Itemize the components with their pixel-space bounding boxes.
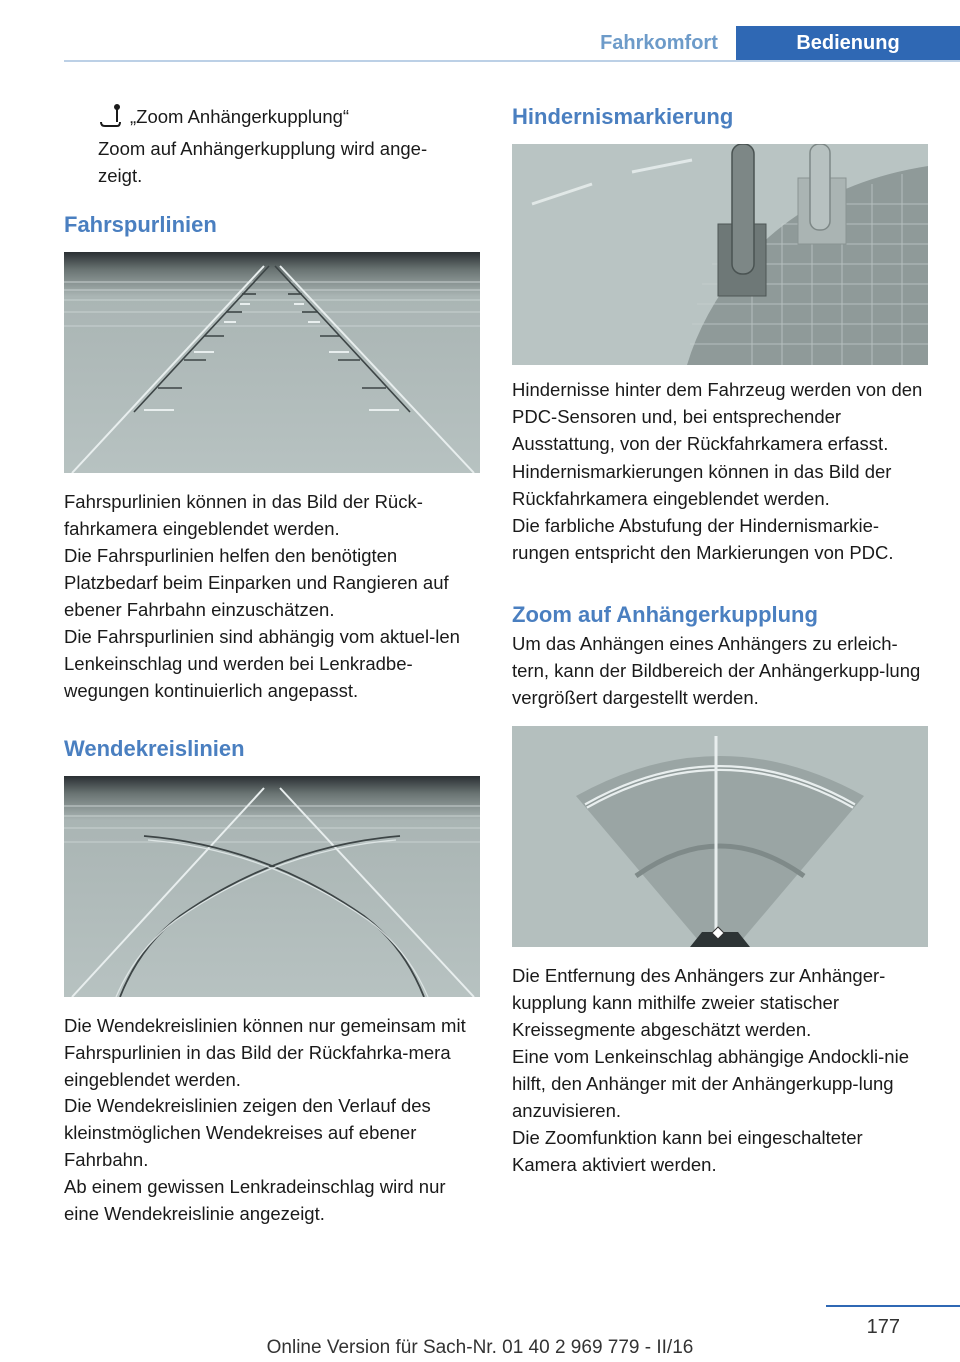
sec2-paragraph-3: Ab einem gewissen Lenkradeinschlag wird nur eine Wendekreislinie angezeigt. (64, 1176, 446, 1224)
figure-fahrspurlinien (64, 252, 480, 473)
trailer-hitch-zoom-icon (98, 102, 126, 130)
figure-hindernismarkierung (512, 144, 928, 365)
figure-zoom-anhaengerkupplung (512, 726, 928, 947)
sec3-paragraph-2: Hindernismarkierungen können in das Bild der Rückfahrkamera eingeblendet werden. (512, 461, 892, 509)
header-rule (64, 60, 960, 62)
sec4-paragraph-2: Die Entfernung des Anhängers zur Anhänger-kupplung kann mithilfe zweier statischer Kreissegmente abgeschätzt werden. (512, 965, 886, 1040)
sec1-paragraph-1: Fahrspurlinien können in das Bild der Rück-fahrkamera eingeblendet werden. (64, 491, 423, 539)
sec4-paragraph-4: Die Zoomfunktion kann bei eingeschalteter Kamera aktiviert werden. (512, 1127, 863, 1175)
header-tab-bedienung: Bedienung (736, 26, 960, 62)
intro-item-text: Zoom auf Anhängerkupplung wird ange-zeigt. (98, 138, 428, 186)
section-title-hindernismarkierung: Hindernismarkierung (512, 104, 734, 129)
page-number: 177 (866, 1316, 900, 1338)
sec3-paragraph-1: Hindernisse hinter dem Fahrzeug werden von den PDC-Sensoren und, bei entsprechender Ausstattung, von der Rückfahrkamera erfasst. (512, 379, 923, 454)
sec1-paragraph-2: Die Fahrspurlinien helfen den benötigten Platzbedarf beim Einparken und Rangieren auf ebener Fahrbahn einzuschätzen. (64, 545, 449, 620)
figure-wendekreislinien (64, 776, 480, 997)
footer-version-note: Online Version für Sach-Nr. 01 40 2 969 779 - II/16 (266, 1337, 694, 1358)
section-title-wendekreislinien: Wendekreislinien (64, 736, 245, 761)
sec3-paragraph-3: Die farbliche Abstufung der Hindernismarkie-rungen entspricht den Markierungen von PDC. (512, 515, 894, 563)
intro-item-label: „Zoom Anhängerkupplung“ (130, 106, 350, 127)
sec2-paragraph-1: Die Wendekreislinien können nur gemeinsam mit Fahrspurlinien in das Bild der Rückfahrka-mera eingeblendet werden. (64, 1015, 466, 1090)
section-title-fahrspurlinien: Fahrspurlinien (64, 212, 217, 237)
header-tab-fahrkomfort: Fahrkomfort (600, 32, 718, 54)
sec4-paragraph-3: Eine vom Lenkeinschlag abhängige Andockli-nie hilft, den Anhänger mit der Anhängerkupp-lung anzuvisieren. (512, 1046, 909, 1121)
sec4-paragraph-1: Um das Anhängen eines Anhängers zu erleich-tern, kann der Bildbereich der Anhängerkupp-lung vergrößert dargestellt werden. (512, 633, 921, 708)
section-title-zoom-anhaengerkupplung: Zoom auf Anhängerkupplung (512, 602, 818, 627)
footer-rule (826, 1305, 960, 1307)
sec2-paragraph-2: Die Wendekreislinien zeigen den Verlauf des kleinstmöglichen Wendekreises auf ebener Fahrbahn. (64, 1095, 431, 1170)
sec1-paragraph-3: Die Fahrspurlinien sind abhängig vom aktuel-len Lenkeinschlag und werden bei Lenkradbe-wegungen kontinuierlich angepasst. (64, 626, 460, 701)
